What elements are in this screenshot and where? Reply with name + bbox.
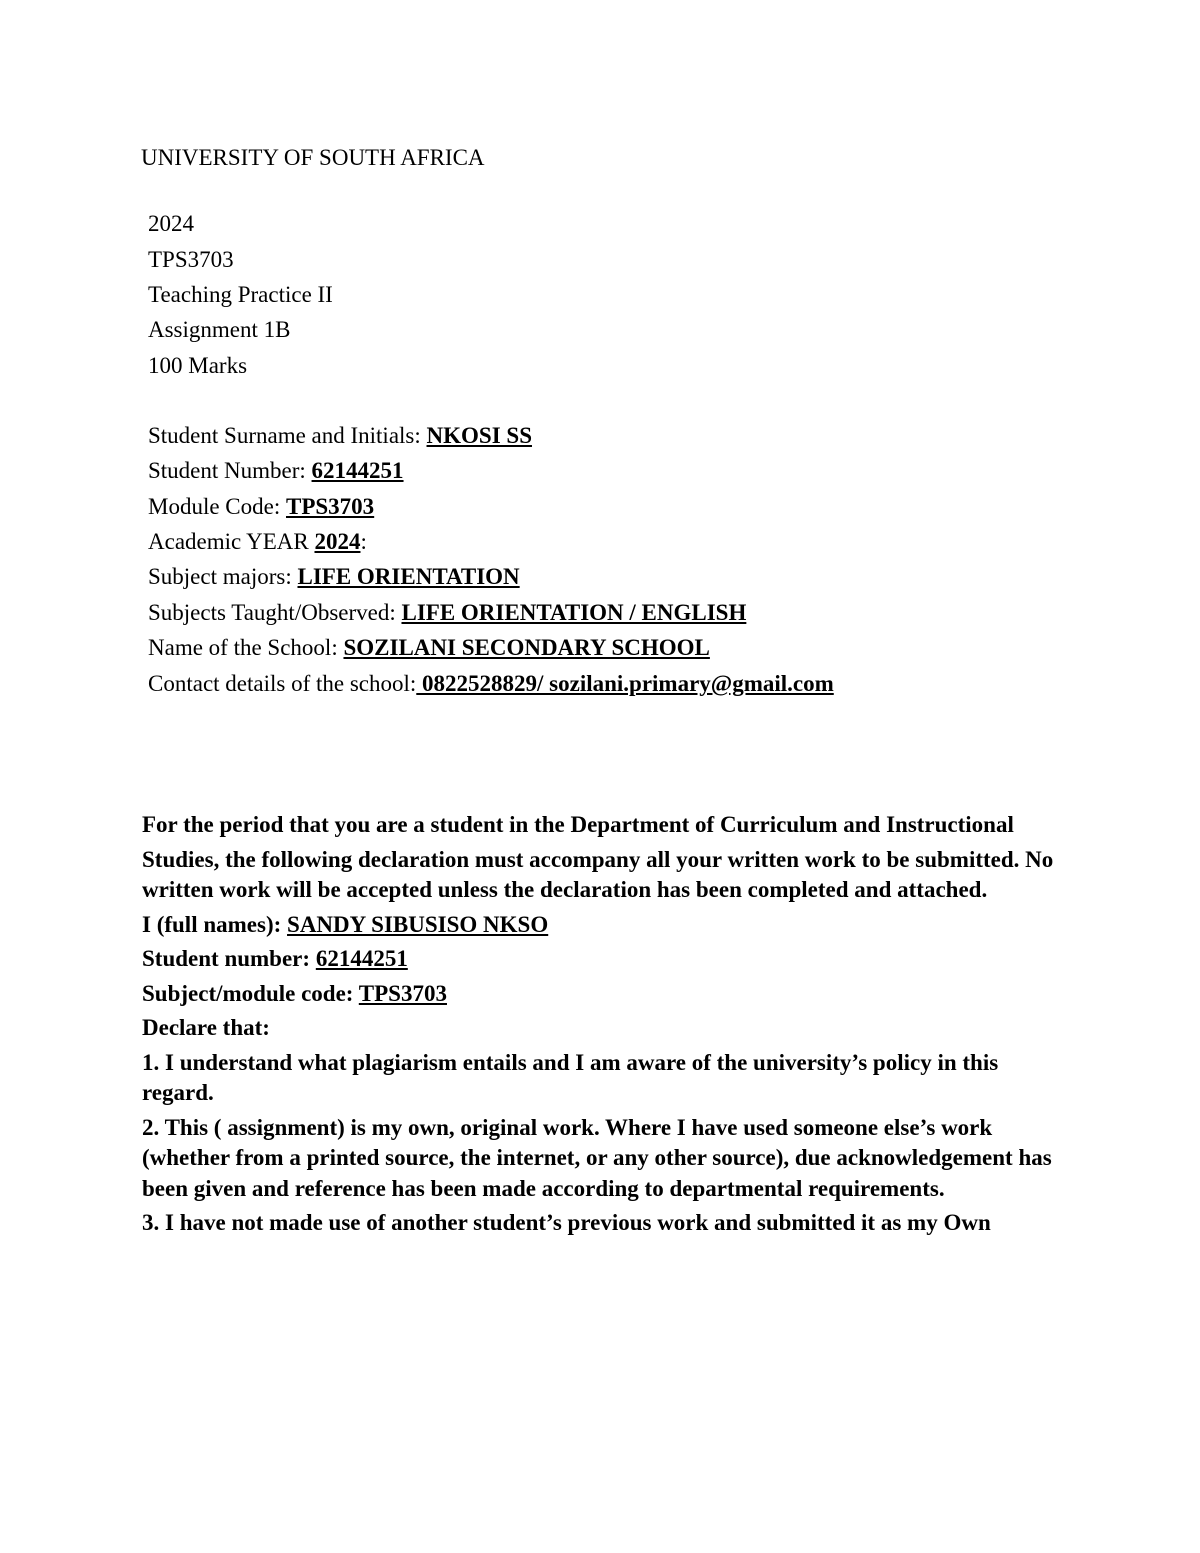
field-value: SOZILANI SECONDARY SCHOOL bbox=[343, 635, 710, 660]
course-title: Teaching Practice II bbox=[148, 282, 333, 307]
school-contact-row bbox=[148, 669, 834, 699]
field-label: Student Surname and Initials: bbox=[148, 423, 427, 448]
declaration-section bbox=[142, 810, 1072, 1239]
field-value: TPS3703 bbox=[286, 494, 375, 519]
year: 2024 bbox=[148, 211, 194, 236]
declaration-intro-2: Studies, the following declaration must accompany all your written work to be submitted. No written work will be accepted unless the declaration has been completed and attached. bbox=[142, 846, 1054, 902]
student-surname-row bbox=[148, 421, 532, 451]
declaration-intro-1: For the period that you are a student in the Department of Curriculum and Instructional bbox=[142, 812, 1014, 837]
declaration-number-row bbox=[142, 944, 1072, 975]
field-label: Contact details of the school: bbox=[148, 671, 417, 696]
assignment-title: Assignment 1B bbox=[148, 317, 291, 342]
field-value: 0822528829/ sozilani.primary@gmail.com bbox=[416, 671, 834, 696]
field-value: LIFE ORIENTATION bbox=[297, 564, 520, 589]
marks: 100 Marks bbox=[148, 353, 248, 378]
field-suffix: : bbox=[360, 529, 367, 554]
declaration-item-1: 1. I understand what plagiarism entails and I am aware of the university’s policy in this regard. bbox=[142, 1049, 999, 1105]
university-name: UNIVERSITY OF SOUTH AFRICA bbox=[141, 145, 485, 170]
field-label: Subject majors: bbox=[148, 564, 298, 589]
field-value: TPS3703 bbox=[358, 980, 447, 1006]
module-code: TPS3703 bbox=[148, 247, 234, 272]
field-label: Academic YEAR bbox=[148, 529, 315, 554]
module-code-row bbox=[148, 492, 374, 522]
declaration-item-3: 3. I have not made use of another student’s previous work and submitted it as my Own bbox=[142, 1210, 991, 1235]
subjects-taught-row bbox=[148, 598, 746, 628]
declare-heading: Declare that: bbox=[142, 1015, 270, 1040]
field-value: 2024 bbox=[314, 529, 361, 554]
field-label: Subjects Taught/Observed: bbox=[148, 600, 402, 625]
field-label: Student number: bbox=[142, 946, 316, 971]
field-value: NKOSI SS bbox=[426, 423, 532, 448]
academic-year-row bbox=[148, 527, 367, 557]
field-label: Student Number: bbox=[148, 458, 312, 483]
declaration-fullname-row bbox=[142, 910, 1072, 941]
subject-majors-row bbox=[148, 562, 520, 592]
field-label: Module Code: bbox=[148, 494, 286, 519]
school-name-row bbox=[148, 633, 710, 663]
declaration-item-2: 2. This ( assignment) is my own, original work. Where I have used someone else’s work (whether from a printed source, the internet, or any other source), due acknowledgement has been given and reference has been made according to departmental requirements. bbox=[142, 1114, 1052, 1201]
student-number-row bbox=[148, 456, 404, 486]
declaration-code-row bbox=[142, 979, 1072, 1010]
field-label: Name of the School: bbox=[148, 635, 344, 660]
field-label: Subject/module code: bbox=[142, 980, 359, 1006]
field-label: I (full names): bbox=[142, 911, 288, 937]
field-value: SANDY SIBUSISO NKSO bbox=[287, 911, 549, 937]
field-value: 62144251 bbox=[311, 458, 404, 483]
field-value: LIFE ORIENTATION / ENGLISH bbox=[401, 600, 747, 625]
field-value: 62144251 bbox=[315, 946, 408, 971]
